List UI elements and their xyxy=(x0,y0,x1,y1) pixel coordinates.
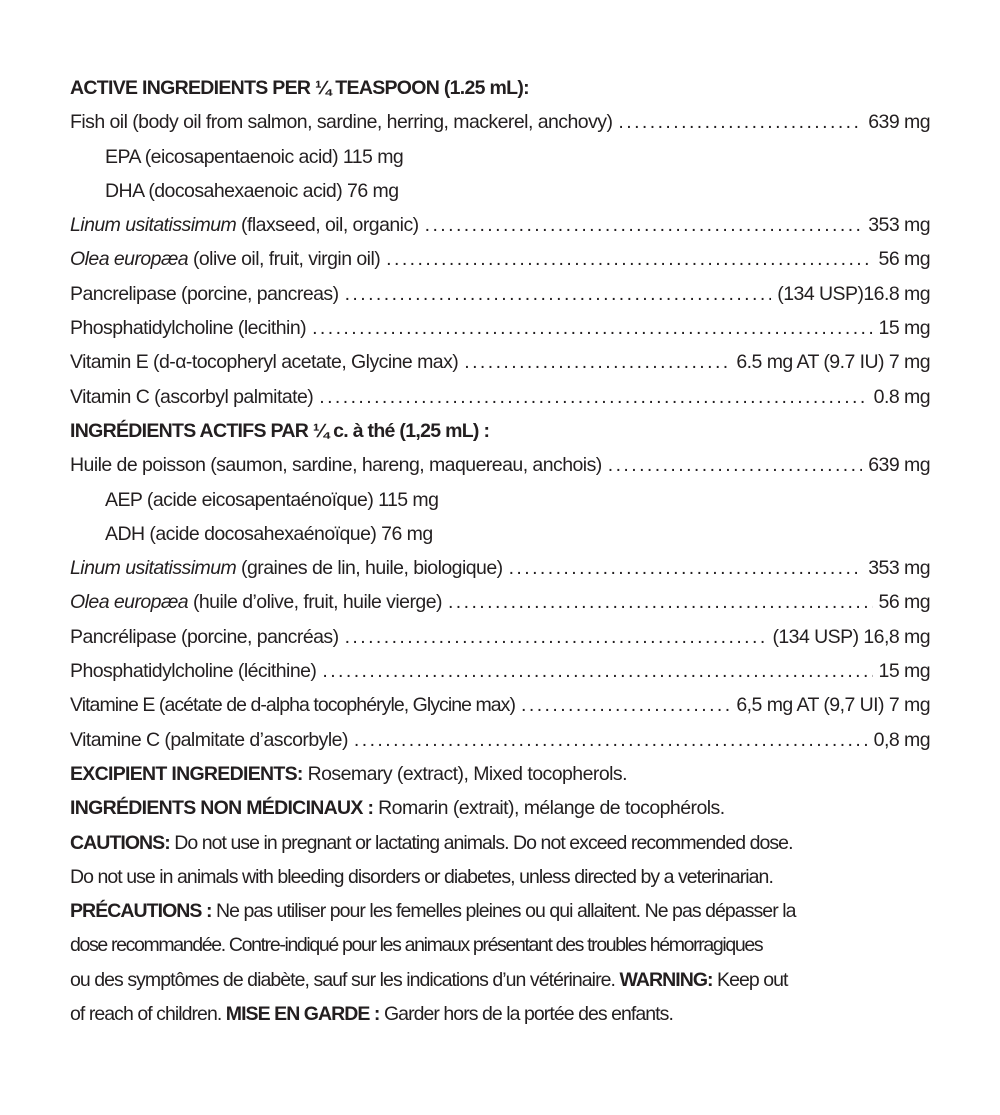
ingredient-name: ADH (acide docosahexaénoïque) 76 mg xyxy=(105,522,433,545)
excipients-fr-text: Romarin (extrait), mélange de tocophérols. xyxy=(373,797,725,820)
dot-leader xyxy=(425,208,863,242)
cautions-en-line-2 xyxy=(70,860,930,894)
cautions-fr-text-3: ou des symptômes de diabète, sauf sur les indications d’un vétérinaire. xyxy=(70,968,615,991)
dot-leader xyxy=(322,654,872,688)
ingredient-amount: (134 USP)16.8 mg xyxy=(777,282,930,305)
ingredient-amount: 0.8 mg xyxy=(873,385,930,408)
ingredient-subrow-dha xyxy=(70,174,930,208)
ingredient-amount: (134 USP) 16,8 mg xyxy=(772,625,930,648)
ingredient-description: (graines de lin, huile, biologique) xyxy=(236,557,503,580)
cautions-fr-text-2: dose recommandée. Contre-indiqué pour les animaux présentant des troubles hémorragiques xyxy=(70,934,763,957)
dot-leader xyxy=(608,448,863,482)
ingredient-row-vitamin-e xyxy=(70,345,930,379)
english-heading: ACTIVE INGREDIENTS PER ¼ TEASPOON (1.25 mL): xyxy=(70,77,529,99)
ingredient-name: Huile de poisson (saumon, sardine, hareng, maquereau, anchois) xyxy=(70,454,602,477)
dot-leader xyxy=(354,723,868,757)
ingredient-name: EPA (eicosapentaenoic acid) 115 mg xyxy=(105,145,404,168)
ingredient-name xyxy=(70,345,458,379)
ingredient-row-lecithine xyxy=(70,654,930,688)
warning-line-2 xyxy=(70,997,930,1031)
ingredient-amount: 353 mg xyxy=(868,214,930,237)
ingredient-name-prefix: Vitamin E (d- xyxy=(70,351,176,374)
ingredient-row-pancrelipase-fr xyxy=(70,620,930,654)
ingredient-name xyxy=(70,242,380,276)
dot-leader xyxy=(312,311,872,345)
cautions-fr-line-3 xyxy=(70,963,930,997)
latin-name: Olea europæa xyxy=(70,591,189,614)
ingredient-name: DHA (docosahexaenoic acid) 76 mg xyxy=(105,179,399,202)
dot-leader xyxy=(618,105,862,139)
dot-leader xyxy=(521,688,730,722)
cautions-en-label: CAUTIONS: xyxy=(70,831,170,854)
ingredient-name: Phosphatidylcholine (lécithine) xyxy=(70,660,317,683)
ingredient-amount: 56 mg xyxy=(878,591,930,614)
ingredient-name: Vitamine E (acétate de d-alpha tocophéryle, Glycine max) xyxy=(70,694,516,717)
cautions-fr-text: Ne pas utiliser pour les femelles pleines ou qui allaitent. Ne pas dépasser la xyxy=(211,900,796,923)
dot-leader xyxy=(448,585,873,619)
dot-leader xyxy=(319,380,867,414)
ingredient-row-vitamine-c xyxy=(70,723,930,757)
ingredient-row-vitamin-c xyxy=(70,380,930,414)
warning-label: WARNING: xyxy=(619,968,713,991)
cautions-fr-line-2 xyxy=(70,928,930,962)
ingredient-name: Pancrelipase (porcine, pancreas) xyxy=(70,282,339,305)
ingredient-row-olive-fr xyxy=(70,585,930,619)
ingredient-name: Fish oil (body oil from salmon, sardine, herring, mackerel, anchovy) xyxy=(70,111,613,134)
excipients-en-text: Rosemary (extract), Mixed tocopherols. xyxy=(302,762,627,785)
cautions-en-text: Do not use in pregnant or lactating animals. Do not exceed recommended dose. xyxy=(169,831,793,854)
ingredient-description: (huile d’olive, fruit, huile vierge) xyxy=(188,591,442,614)
ingredient-amount: 0,8 mg xyxy=(873,728,930,751)
ingredient-row-lin xyxy=(70,551,930,585)
dot-leader xyxy=(464,345,730,379)
cautions-fr-line-1 xyxy=(70,894,930,928)
ingredient-amount: 639 mg xyxy=(868,454,930,477)
latin-name: Olea europæa xyxy=(70,248,189,271)
ingredient-amount: 6.5 mg AT (9.7 IU) 7 mg xyxy=(736,351,930,374)
ingredient-name-suffix: α-tocopheryl acetate, Glycine max) xyxy=(175,351,459,374)
ingredient-row-vitamine-e xyxy=(70,688,930,722)
ingredient-row-olive xyxy=(70,242,930,276)
excipients-fr xyxy=(70,791,930,825)
excipients-en xyxy=(70,757,930,791)
ingredient-name: Pancrélipase (porcine, pancréas) xyxy=(70,625,339,648)
cautions-fr-label: PRÉCAUTIONS : xyxy=(70,900,212,923)
ingredient-amount: 6,5 mg AT (9,7 UI) 7 mg xyxy=(736,694,930,717)
dot-leader xyxy=(509,551,863,585)
ingredient-amount: 639 mg xyxy=(868,111,930,134)
latin-name: Linum usitatissimum xyxy=(70,557,237,580)
dot-leader xyxy=(345,277,772,311)
dot-leader xyxy=(386,242,872,276)
ingredient-row-pancrelipase xyxy=(70,277,930,311)
mise-en-garde-text: Garder hors de la portée des enfants. xyxy=(379,1003,673,1026)
french-heading: INGRÉDIENTS ACTIFS PAR ¼ c. à thé (1,25 mL) : xyxy=(70,419,490,442)
ingredient-description: (olive oil, fruit, virgin oil) xyxy=(188,248,381,271)
ingredient-name: Vitamine C (palmitate d’ascorbyle) xyxy=(70,728,348,751)
ingredient-name xyxy=(70,551,503,585)
ingredient-subrow-aep xyxy=(70,483,930,517)
warning-text-2: of reach of children. xyxy=(70,1003,222,1026)
ingredient-amount: 15 mg xyxy=(878,317,930,340)
ingredient-description: (flaxseed, oil, organic) xyxy=(236,214,419,237)
ingredient-row-flaxseed xyxy=(70,208,930,242)
warning-text: Keep out xyxy=(712,968,788,991)
excipients-en-label: EXCIPIENT INGREDIENTS: xyxy=(70,762,303,785)
ingredient-name: Phosphatidylcholine (lecithin) xyxy=(70,317,307,340)
ingredient-row-huile-poisson xyxy=(70,448,930,482)
ingredient-amount: 353 mg xyxy=(868,557,930,580)
excipients-fr-label: INGRÉDIENTS NON MÉDICINAUX : xyxy=(70,797,374,820)
cautions-en-text-2: Do not use in animals with bleeding disorders or diabetes, unless directed by a veterinarian. xyxy=(70,865,773,888)
ingredient-name: Vitamin C (ascorbyl palmitate) xyxy=(70,385,314,408)
ingredients-label xyxy=(70,71,930,1031)
ingredient-name: AEP (acide eicosapentaénoïque) 115 mg xyxy=(105,488,439,511)
ingredient-amount: 15 mg xyxy=(878,660,930,683)
ingredient-amount: 56 mg xyxy=(878,248,930,271)
ingredient-name xyxy=(70,208,419,242)
ingredient-subrow-adh xyxy=(70,517,930,551)
ingredient-row-fish-oil xyxy=(70,105,930,139)
mise-en-garde-label: MISE EN GARDE : xyxy=(225,1003,380,1026)
ingredient-name xyxy=(70,585,442,619)
cautions-en-line-1 xyxy=(70,826,930,860)
ingredient-subrow-epa xyxy=(70,140,930,174)
latin-name: Linum usitatissimum xyxy=(70,214,237,237)
ingredient-row-lecithin xyxy=(70,311,930,345)
dot-leader xyxy=(345,620,767,654)
